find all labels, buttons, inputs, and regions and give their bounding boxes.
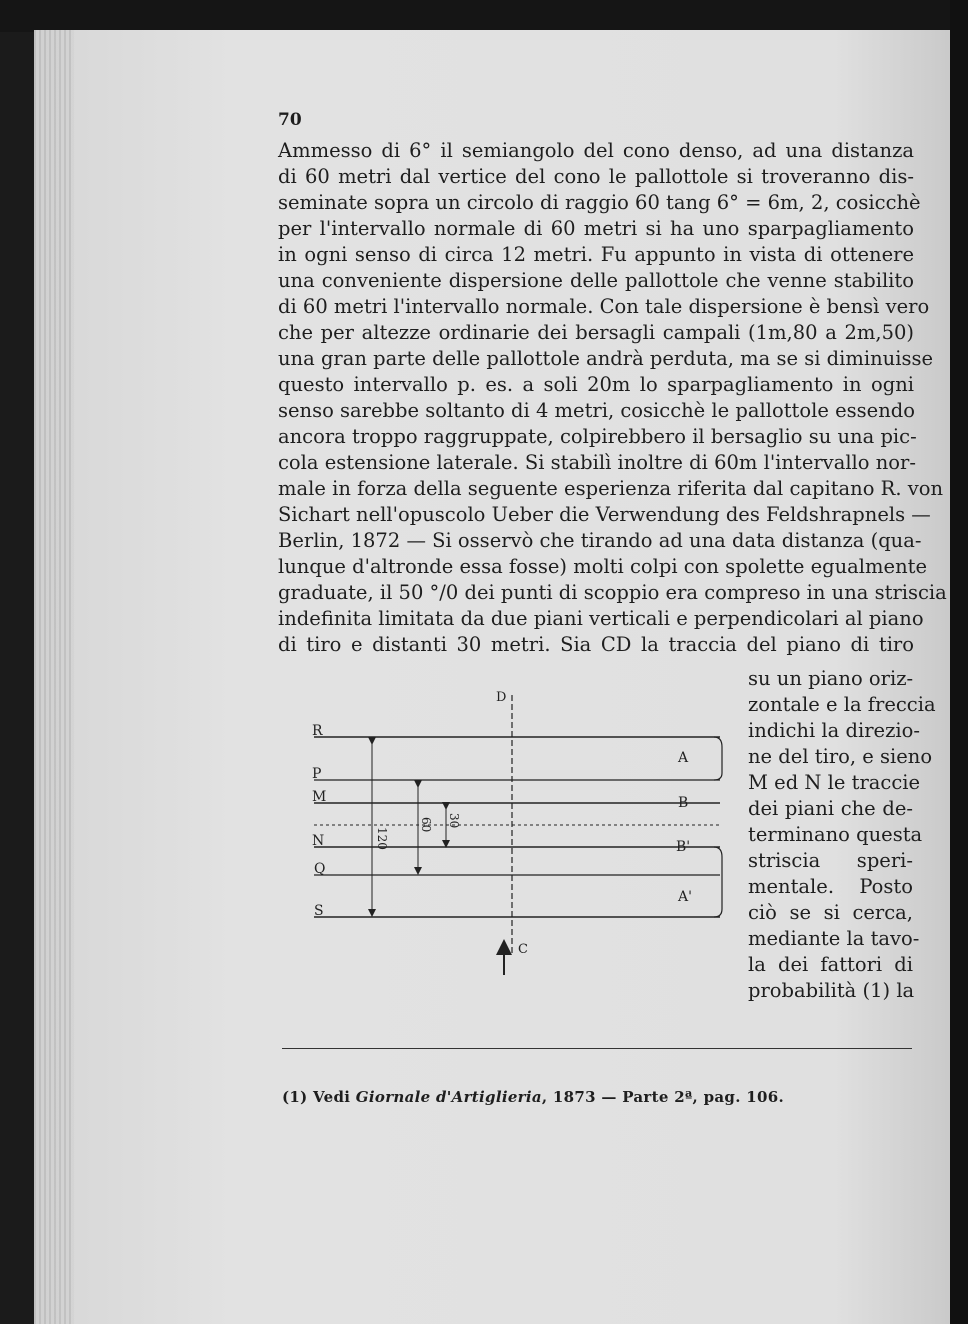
dimension-label-30: 30 — [447, 813, 461, 829]
scan-border-top — [0, 0, 968, 32]
body-line: di 60 metri dal vertice del cono le pallottole si troveranno dis- — [278, 165, 914, 188]
side-line: su un piano oriz- — [748, 667, 914, 690]
body-line: in ogni senso di circa 12 metri. Fu appunto in vista di ottenere — [278, 243, 914, 266]
body-line: per l'intervallo normale di 60 metri si ha uno sparpagliamento — [278, 217, 914, 240]
label-a-prime: A' — [678, 889, 692, 905]
firing-plane-diagram — [300, 685, 740, 985]
label-a: A — [678, 750, 689, 766]
label-c: C — [518, 942, 528, 957]
label-r: R — [312, 723, 323, 739]
body-line: male in forza della seguente esperienza riferita dal capitano R. von — [278, 477, 944, 500]
body-line: una conveniente dispersione delle pallottole che venne stabilito — [278, 269, 914, 292]
label-n: N — [312, 833, 325, 849]
side-line: ne del tiro, e sieno — [748, 745, 933, 768]
side-line: mentale. Posto — [748, 875, 913, 898]
body-line: Ammesso di 6° il semiangolo del cono denso, ad una distanza — [278, 139, 914, 162]
body-line: di 60 metri l'intervallo normale. Con tale dispersione è bensì vero — [278, 295, 930, 318]
footnote — [282, 1088, 784, 1106]
label-d: D — [496, 690, 507, 705]
label-b: B — [678, 795, 689, 811]
body-line: Berlin, 1872 — Si osservò che tirando ad una data distanza (qua- — [278, 529, 922, 552]
label-s: S — [314, 903, 324, 919]
body-line: indefinita limitata da due piani verticali e perpendicolari al piano — [278, 607, 924, 630]
body-line: che per altezze ordinarie dei bersagli campali (1m,80 a 2m,50) — [278, 321, 914, 344]
dimension-label-120: 120 — [375, 827, 389, 850]
body-line: cola estensione laterale. Si stabilì inoltre di 60m l'intervallo nor- — [278, 451, 916, 474]
body-line: di tiro e distanti 30 metri. Sia CD la traccia del piano di tiro — [278, 633, 914, 656]
bracket-a — [714, 737, 722, 780]
body-line: ancora troppo raggruppate, colpirebbero il bersaglio su una pic- — [278, 425, 917, 448]
footnote-rule — [282, 1048, 912, 1049]
footnote-suffix: , 1873 — Parte 2ª, pag. 106. — [541, 1088, 784, 1106]
bracket-a2 — [714, 847, 722, 917]
side-line: striscia speri- — [748, 849, 913, 872]
body-line: graduate, il 50 °/0 dei punti di scoppio era compreso in una striscia — [278, 581, 947, 604]
footnote-prefix: (1) Vedi — [282, 1088, 356, 1106]
page-edge-stack — [34, 30, 74, 1324]
scan-border-right — [950, 0, 968, 1324]
footnote-journal: Giornale d'Artiglieria — [355, 1088, 542, 1106]
side-line: ciò se si cerca, — [748, 901, 913, 924]
side-line: la dei fattori di — [748, 953, 913, 976]
body-line: questo intervallo p. es. a soli 20m lo sparpagliamento in ogni — [278, 373, 914, 396]
page-number: 70 — [278, 110, 302, 130]
body-line: Sichart nell'opuscolo Ueber die Verwendung des Feldshrapnels — — [278, 503, 931, 526]
label-b-prime: B' — [676, 839, 691, 855]
side-line: M ed N le traccie — [748, 771, 921, 794]
side-line: mediante la tavo- — [748, 927, 920, 950]
dimension-label-60: 60 — [419, 817, 433, 833]
side-line: zontale e la freccia — [748, 693, 936, 716]
body-line: seminate sopra un circolo di raggio 60 tang 6° = 6m, 2, cosicchè — [278, 191, 921, 214]
body-line: senso sarebbe soltanto di 4 metri, cosicchè le pallottole essendo — [278, 399, 915, 422]
side-line: terminano questa — [748, 823, 923, 846]
label-q: Q — [314, 861, 326, 877]
side-line: indichi la direzio- — [748, 719, 920, 742]
body-line: una gran parte delle pallottole andrà perduta, ma se si diminuisse — [278, 347, 933, 370]
body-line: lunque d'altronde essa fosse) molti colpi con spolette egualmente — [278, 555, 928, 578]
label-p: P — [312, 766, 322, 782]
side-line: dei piani che de- — [748, 797, 913, 820]
label-m: M — [312, 789, 327, 805]
side-line: probabilità (1) la — [748, 979, 915, 1002]
